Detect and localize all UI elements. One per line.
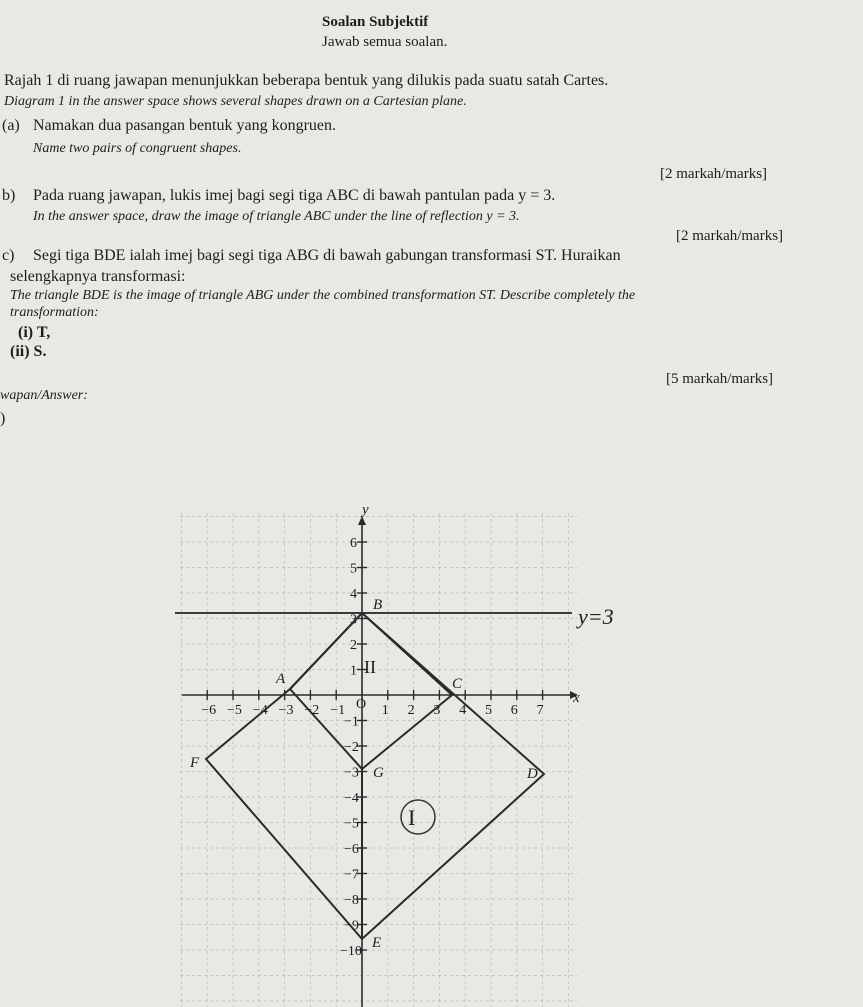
part-b-malay: Pada ruang jawapan, lukis imej bagi segi tiga ABC di bawah pantulan pada y = 3. [33, 187, 556, 204]
y-tick-label: 3 [350, 612, 357, 628]
y-tick-label: −8 [344, 893, 359, 908]
part-a-malay: Namakan dua pasangan bentuk yang kongruen. [33, 117, 337, 134]
point-label-a: A [276, 671, 286, 687]
grid [180, 513, 577, 1007]
point-label-b: B [373, 597, 383, 613]
page-subtitle: Jawab semua soalan. [322, 34, 448, 50]
part-c-malay-2: selengkapnya transformasi: [10, 268, 186, 285]
origin-label: O [356, 697, 367, 712]
x-tick-label: −2 [304, 703, 320, 718]
x-tick-label: −3 [278, 703, 294, 718]
y-tick-label: 6 [350, 536, 357, 551]
part-b-label: b) [2, 187, 16, 204]
x-tick-labels [201, 703, 543, 718]
handwritten-y-equals-3: y=3 [578, 604, 614, 629]
axes [182, 516, 578, 1007]
axis-x-label: x [573, 690, 580, 706]
x-tick-label: −6 [201, 703, 217, 718]
y-tick-label: −3 [344, 765, 359, 781]
part-c-english-1: The triangle BDE is the image of triangle ABG under the combined transformation ST. Describe completely the [10, 288, 636, 303]
part-b-english: In the answer space, draw the image of triangle ABC under the line of reflection y = 3. [33, 209, 520, 224]
shape-label-i: I [408, 805, 416, 830]
part-c-malay-1: Segi tiga BDE ialah imej bagi segi tiga ABG di bawah gabungan transformasi ST. Huraikan [33, 247, 621, 264]
y-tick-label: 5 [350, 561, 357, 577]
triangle-abg-edge [290, 689, 452, 769]
y-tick-label: −7 [344, 867, 359, 883]
x-tick-label: −4 [252, 703, 268, 718]
x-tick-label: 4 [459, 703, 467, 718]
part-a-label: (a) [2, 117, 20, 134]
page-title: Soalan Subjektif [322, 14, 429, 30]
x-tick-label: 7 [536, 703, 544, 718]
x-tick-label: 1 [381, 703, 389, 718]
point-label-d: D [527, 766, 538, 782]
point-label-f: F [190, 755, 200, 771]
part-a-english: Name two pairs of congruent shapes. [33, 141, 242, 156]
x-tick-label: 6 [510, 703, 518, 718]
intro-malay: Rajah 1 di ruang jawapan menunjukkan beberapa bentuk yang dilukis pada suatu satah Cartes. [4, 72, 609, 89]
y-tick-label: −6 [344, 842, 359, 857]
y-tick-label: −10 [340, 944, 362, 959]
y-tick-label: 4 [350, 587, 357, 602]
cartesian-plane [0, 495, 863, 1007]
answer-paren: ) [0, 410, 6, 427]
triangle-abc-edge [290, 613, 452, 695]
intro-english: Diagram 1 in the answer space shows several shapes drawn on a Cartesian plane. [4, 94, 467, 109]
y-tick-label: −9 [344, 918, 359, 934]
shape-label-i-circle [401, 800, 435, 834]
shape-label-ii: II [364, 657, 376, 677]
part-c-marks: [5 markah/marks] [666, 371, 774, 387]
point-label-g: G [373, 765, 384, 781]
point-label-c: C [452, 676, 463, 692]
part-b-marks: [2 markah/marks] [676, 228, 784, 244]
part-c-item-i: (i) T, [18, 324, 51, 341]
y-tick-label: 2 [350, 638, 357, 653]
part-c-label: c) [2, 247, 15, 264]
y-tick-label: −1 [344, 714, 359, 730]
point-label-e: E [372, 935, 382, 951]
part-a-marks: [2 markah/marks] [660, 166, 768, 182]
part-c-english-2: transformation: [10, 305, 99, 320]
part-c-item-ii: (ii) S. [10, 343, 47, 360]
axis-y-label: y [362, 502, 369, 518]
x-tick-label: 5 [485, 703, 492, 718]
y-tick-label: 1 [350, 663, 357, 679]
x-tick-label: 2 [407, 703, 415, 718]
x-tick-label: −5 [227, 703, 242, 718]
y-tick-label: −4 [344, 791, 359, 806]
y-tick-label: −5 [344, 816, 359, 832]
x-tick-label: 3 [433, 703, 441, 718]
answer-label: wapan/Answer: [0, 388, 88, 403]
x-tick-label: −1 [330, 703, 346, 718]
y-tick-label: −2 [344, 740, 359, 755]
